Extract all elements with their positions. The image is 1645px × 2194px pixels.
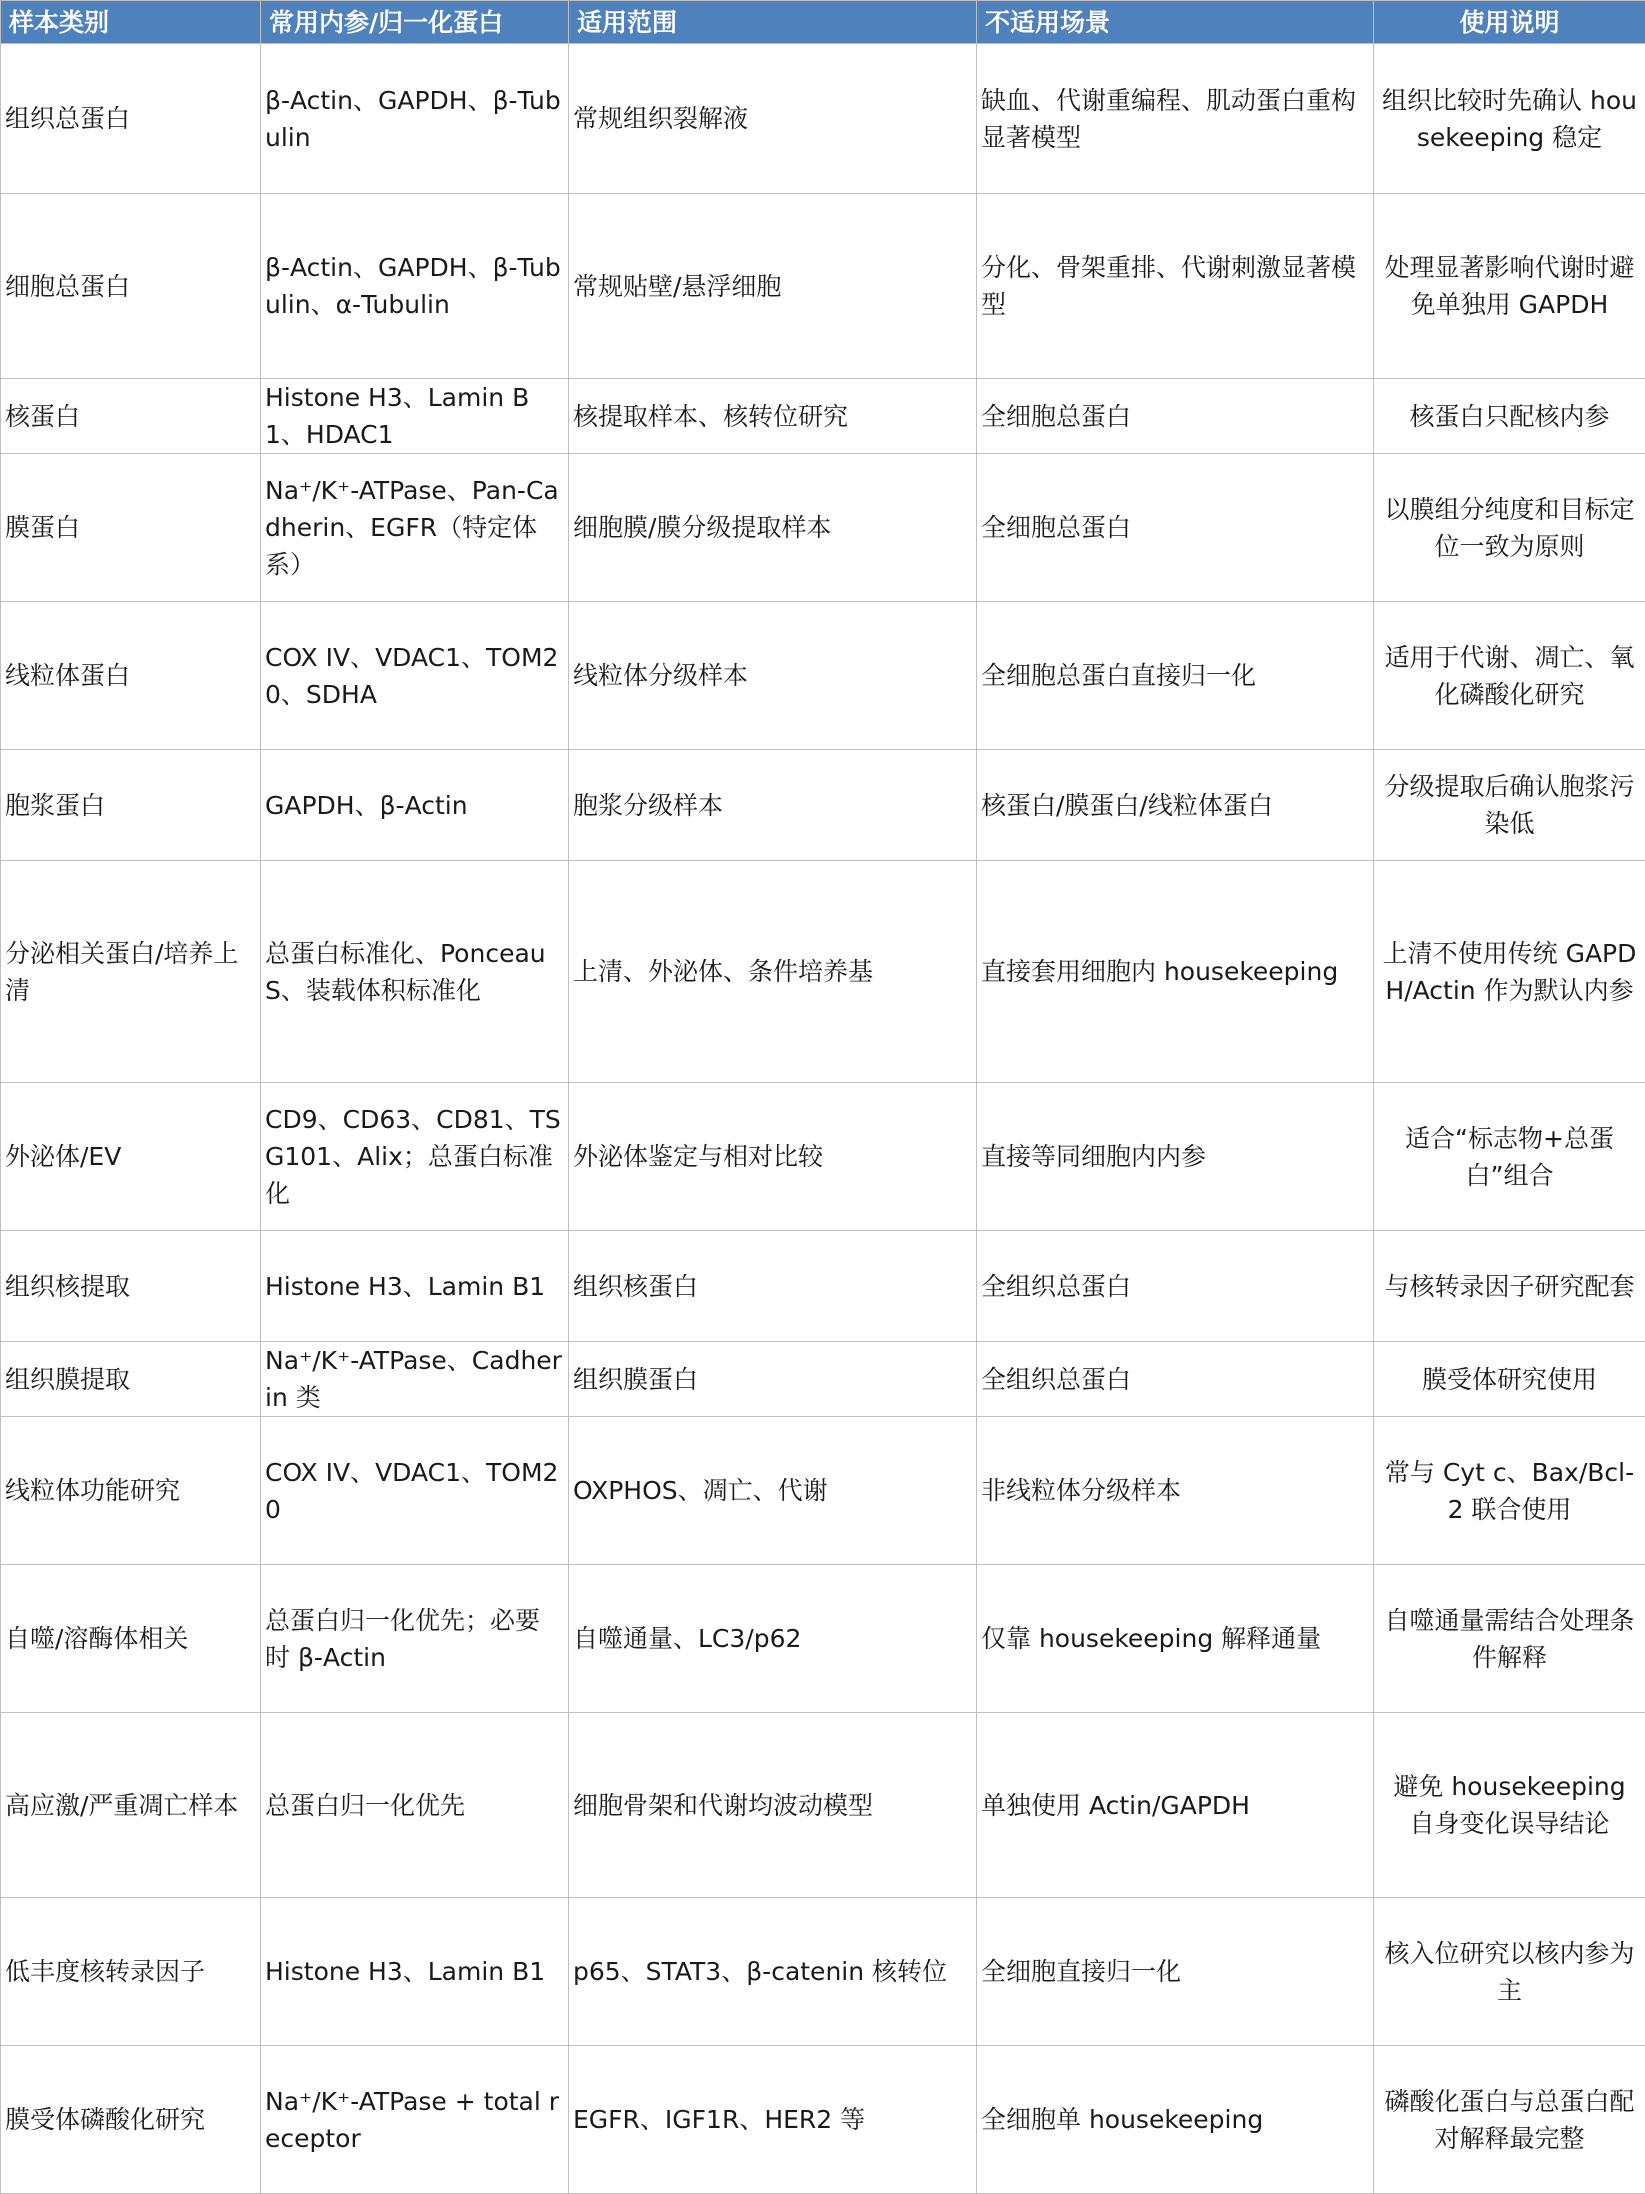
cell-usage-notes[interactable]: 核入位研究以核内参为主 <box>1374 1898 1645 2046</box>
cell-applicable-scope[interactable]: 线粒体分级样本 <box>569 602 977 750</box>
header-reference-protein[interactable]: 常用内参/归一化蛋白 <box>261 1 569 44</box>
cell-applicable-scope[interactable]: 常规贴壁/悬浮细胞 <box>569 194 977 379</box>
table-row <box>1 1565 1645 1713</box>
table-row <box>1 1342 1645 1417</box>
cell-usage-notes[interactable]: 自噬通量需结合处理条件解释 <box>1374 1565 1645 1713</box>
cell-reference-protein[interactable]: Na⁺/K⁺-ATPase、Cadherin 类 <box>261 1342 569 1417</box>
table-row <box>1 194 1645 379</box>
table-row <box>1 861 1645 1083</box>
cell-reference-protein[interactable]: 总蛋白标准化、Ponceau S、装载体积标准化 <box>261 861 569 1083</box>
cell-applicable-scope[interactable]: 胞浆分级样本 <box>569 750 977 861</box>
cell-unsuitable-scenario[interactable]: 全细胞总蛋白直接归一化 <box>977 602 1374 750</box>
cell-reference-protein[interactable]: COX IV、VDAC1、TOM20 <box>261 1417 569 1565</box>
table-row <box>1 1898 1645 2046</box>
cell-sample-category[interactable]: 膜受体磷酸化研究 <box>1 2046 261 2194</box>
cell-applicable-scope[interactable]: 组织核蛋白 <box>569 1231 977 1342</box>
cell-usage-notes[interactable]: 适合“标志物+总蛋白”组合 <box>1374 1083 1645 1231</box>
header-sample-category[interactable]: 样本类别 <box>1 1 261 44</box>
cell-unsuitable-scenario[interactable]: 全组织总蛋白 <box>977 1342 1374 1417</box>
cell-unsuitable-scenario[interactable]: 仅靠 housekeeping 解释通量 <box>977 1565 1374 1713</box>
cell-unsuitable-scenario[interactable]: 缺血、代谢重编程、肌动蛋白重构显著模型 <box>977 44 1374 194</box>
cell-usage-notes[interactable]: 常与 Cyt c、Bax/Bcl-2 联合使用 <box>1374 1417 1645 1565</box>
cell-sample-category[interactable]: 线粒体功能研究 <box>1 1417 261 1565</box>
cell-applicable-scope[interactable]: 常规组织裂解液 <box>569 44 977 194</box>
cell-usage-notes[interactable]: 核蛋白只配核内参 <box>1374 379 1645 454</box>
cell-unsuitable-scenario[interactable]: 全组织总蛋白 <box>977 1231 1374 1342</box>
cell-sample-category[interactable]: 外泌体/EV <box>1 1083 261 1231</box>
table-row <box>1 454 1645 602</box>
cell-unsuitable-scenario[interactable]: 核蛋白/膜蛋白/线粒体蛋白 <box>977 750 1374 861</box>
cell-usage-notes[interactable]: 避免 housekeeping 自身变化误导结论 <box>1374 1713 1645 1898</box>
cell-unsuitable-scenario[interactable]: 直接等同细胞内内参 <box>977 1083 1374 1231</box>
table-row <box>1 1417 1645 1565</box>
cell-applicable-scope[interactable]: OXPHOS、凋亡、代谢 <box>569 1417 977 1565</box>
cell-applicable-scope[interactable]: 细胞膜/膜分级提取样本 <box>569 454 977 602</box>
cell-reference-protein[interactable]: 总蛋白归一化优先；必要时 β-Actin <box>261 1565 569 1713</box>
cell-reference-protein[interactable]: GAPDH、β-Actin <box>261 750 569 861</box>
cell-sample-category[interactable]: 分泌相关蛋白/培养上清 <box>1 861 261 1083</box>
cell-reference-protein[interactable]: β-Actin、GAPDH、β-Tubulin、α-Tubulin <box>261 194 569 379</box>
cell-usage-notes[interactable]: 磷酸化蛋白与总蛋白配对解释最完整 <box>1374 2046 1645 2194</box>
cell-applicable-scope[interactable]: 组织膜蛋白 <box>569 1342 977 1417</box>
cell-sample-category[interactable]: 组织总蛋白 <box>1 44 261 194</box>
cell-reference-protein[interactable]: COX IV、VDAC1、TOM20、SDHA <box>261 602 569 750</box>
cell-reference-protein[interactable]: Na⁺/K⁺-ATPase + total receptor <box>261 2046 569 2194</box>
cell-reference-protein[interactable]: CD9、CD63、CD81、TSG101、Alix；总蛋白标准化 <box>261 1083 569 1231</box>
table-row <box>1 2046 1645 2194</box>
header-unsuitable-scenario[interactable]: 不适用场景 <box>977 1 1374 44</box>
cell-applicable-scope[interactable]: 外泌体鉴定与相对比较 <box>569 1083 977 1231</box>
cell-usage-notes[interactable]: 组织比较时先确认 housekeeping 稳定 <box>1374 44 1645 194</box>
cell-reference-protein[interactable]: β-Actin、GAPDH、β-Tubulin <box>261 44 569 194</box>
cell-reference-protein[interactable]: Histone H3、Lamin B1 <box>261 1898 569 2046</box>
cell-unsuitable-scenario[interactable]: 直接套用细胞内 housekeeping <box>977 861 1374 1083</box>
cell-usage-notes[interactable]: 适用于代谢、凋亡、氧化磷酸化研究 <box>1374 602 1645 750</box>
cell-reference-protein[interactable]: 总蛋白归一化优先 <box>261 1713 569 1898</box>
cell-sample-category[interactable]: 高应激/严重凋亡样本 <box>1 1713 261 1898</box>
cell-reference-protein[interactable]: Na⁺/K⁺-ATPase、Pan-Cadherin、EGFR（特定体系） <box>261 454 569 602</box>
cell-sample-category[interactable]: 自噬/溶酶体相关 <box>1 1565 261 1713</box>
cell-reference-protein[interactable]: Histone H3、Lamin B1 <box>261 1231 569 1342</box>
cell-unsuitable-scenario[interactable]: 分化、骨架重排、代谢刺激显著模型 <box>977 194 1374 379</box>
cell-usage-notes[interactable]: 处理显著影响代谢时避免单独用 GAPDH <box>1374 194 1645 379</box>
table-row <box>1 602 1645 750</box>
cell-applicable-scope[interactable]: EGFR、IGF1R、HER2 等 <box>569 2046 977 2194</box>
cell-sample-category[interactable]: 核蛋白 <box>1 379 261 454</box>
cell-sample-category[interactable]: 低丰度核转录因子 <box>1 1898 261 2046</box>
cell-reference-protein[interactable]: Histone H3、Lamin B1、HDAC1 <box>261 379 569 454</box>
cell-sample-category[interactable]: 组织核提取 <box>1 1231 261 1342</box>
cell-applicable-scope[interactable]: 细胞骨架和代谢均波动模型 <box>569 1713 977 1898</box>
table-row <box>1 379 1645 454</box>
cell-unsuitable-scenario[interactable]: 全细胞单 housekeeping <box>977 2046 1374 2194</box>
table-row <box>1 1231 1645 1342</box>
header-usage-notes[interactable]: 使用说明 <box>1374 1 1645 44</box>
table-row <box>1 44 1645 194</box>
cell-applicable-scope[interactable]: 上清、外泌体、条件培养基 <box>569 861 977 1083</box>
cell-unsuitable-scenario[interactable]: 非线粒体分级样本 <box>977 1417 1374 1565</box>
cell-usage-notes[interactable]: 以膜组分纯度和目标定位一致为原则 <box>1374 454 1645 602</box>
cell-sample-category[interactable]: 组织膜提取 <box>1 1342 261 1417</box>
cell-sample-category[interactable]: 线粒体蛋白 <box>1 602 261 750</box>
cell-unsuitable-scenario[interactable]: 全细胞总蛋白 <box>977 379 1374 454</box>
cell-unsuitable-scenario[interactable]: 单独使用 Actin/GAPDH <box>977 1713 1374 1898</box>
cell-usage-notes[interactable]: 膜受体研究使用 <box>1374 1342 1645 1417</box>
table-row <box>1 750 1645 861</box>
cell-sample-category[interactable]: 细胞总蛋白 <box>1 194 261 379</box>
cell-applicable-scope[interactable]: p65、STAT3、β-catenin 核转位 <box>569 1898 977 2046</box>
cell-applicable-scope[interactable]: 自噬通量、LC3/p62 <box>569 1565 977 1713</box>
cell-usage-notes[interactable]: 上清不使用传统 GAPDH/Actin 作为默认内参 <box>1374 861 1645 1083</box>
cell-unsuitable-scenario[interactable]: 全细胞直接归一化 <box>977 1898 1374 2046</box>
header-applicable-scope[interactable]: 适用范围 <box>569 1 977 44</box>
cell-usage-notes[interactable]: 与核转录因子研究配套 <box>1374 1231 1645 1342</box>
cell-unsuitable-scenario[interactable]: 全细胞总蛋白 <box>977 454 1374 602</box>
header-row <box>1 1 1645 44</box>
cell-sample-category[interactable]: 膜蛋白 <box>1 454 261 602</box>
table-row <box>1 1713 1645 1898</box>
cell-usage-notes[interactable]: 分级提取后确认胞浆污染低 <box>1374 750 1645 861</box>
table-row <box>1 1083 1645 1231</box>
cell-sample-category[interactable]: 胞浆蛋白 <box>1 750 261 861</box>
cell-applicable-scope[interactable]: 核提取样本、核转位研究 <box>569 379 977 454</box>
